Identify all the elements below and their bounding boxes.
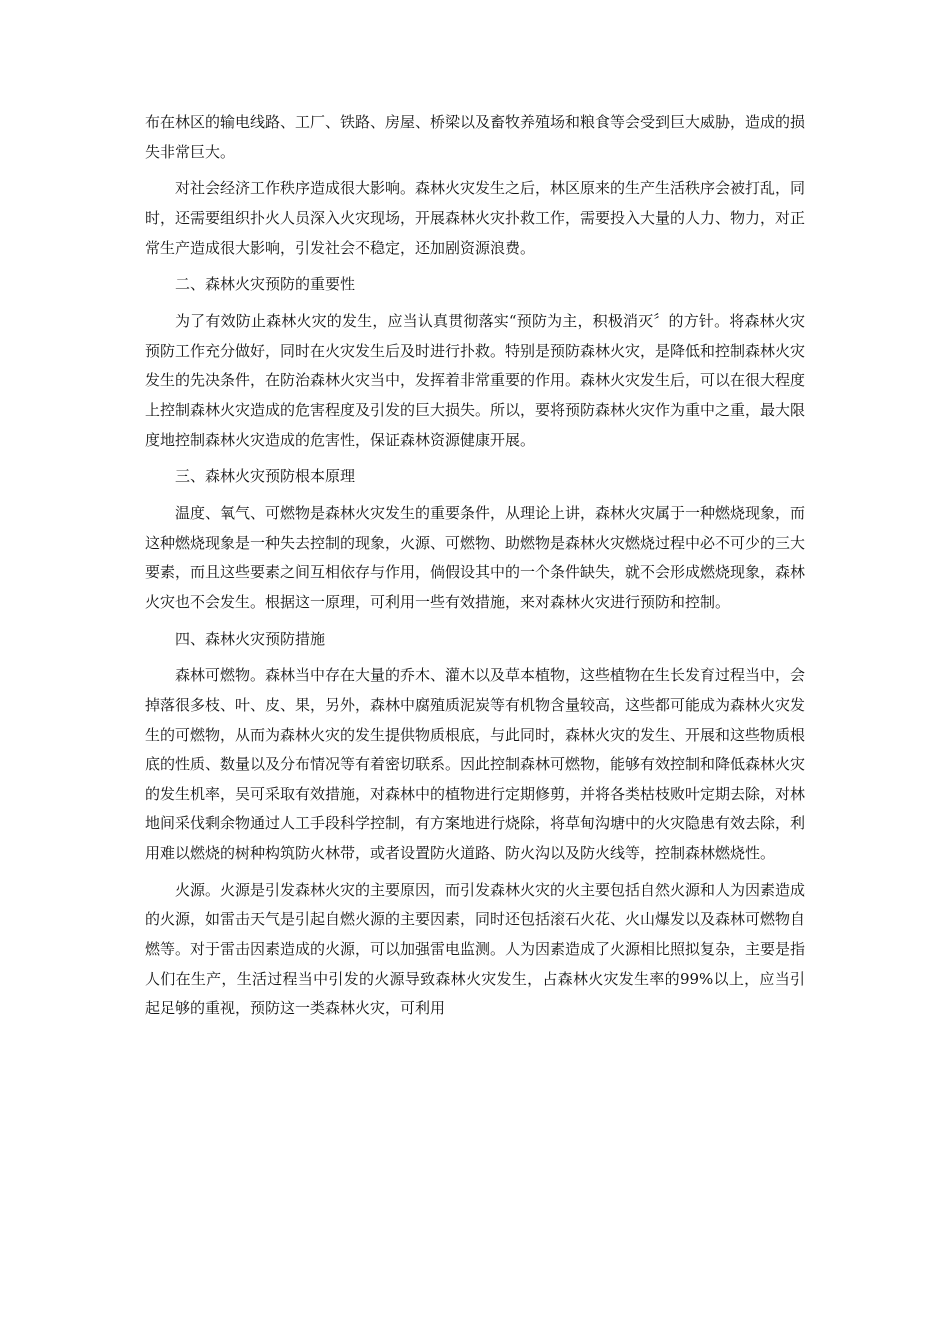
section-heading-importance: 二、森林火灾预防的重要性 bbox=[175, 275, 356, 294]
paragraph-continued-losses: 布在林区的输电线路、工厂、铁路、房屋、桥梁以及畜牧养殖场和粮食等会受到巨大威胁，造成的损失非常巨大。 bbox=[145, 113, 806, 161]
paragraph-social-impact: 对社会经济工作秩序造成很大影响。森林火灾发生之后，林区原来的生产生活秩序会被打乱，同时，还需要组织扑火人员深入火灾现场，开展森林火灾扑救工作，需要投入大量的人力、物力，对正常生产造成很大影响，引发社会不稳定，还加剧资源浪费。 bbox=[145, 179, 806, 257]
paragraph-prevention-policy: 为了有效防止森林火灾的发生，应当认真贯彻落实“预防为主，积极消灭〞的方针。将森林火灾预防工作充分做好，同时在火灾发生后及时进行扑救。特别是预防森林火灾，是降低和控制森林火灾发生的先决条件，在防治森林火灾当中，发挥着非常重要的作用。森林火灾发生后，可以在很大程度上控制森林火灾造成的危害程度及引发的巨大损失。所以，要将预防森林火灾作为重中之重，最大限度地控制森林火灾造成的危害性，保证森林资源健康开展。 bbox=[145, 312, 806, 449]
section-heading-measures: 四、森林火灾预防措施 bbox=[175, 629, 326, 648]
document-page bbox=[145, 108, 805, 1031]
paragraph-fire-sources: 火源。火源是引发森林火灾的主要原因，而引发森林火灾的火主要包括自然火源和人为因素造成的火源，如雷击天气是引起自燃火源的主要因素，同时还包括滚石火花、火山爆发以及森林可燃物自燃等。对于雷击因素造成的火源，可以加强雷电监测。人为因素造成了火源相比照拟复杂，主要是指人们在生产，生活过程当中引发的火源导致森林火灾发生，占森林火灾发生率的99%以上，应当引起足够的重视，预防这一类森林火灾，可利用 bbox=[145, 880, 806, 1018]
paragraph-combustibles: 森林可燃物。森林当中存在大量的乔木、灌木以及草本植物，这些植物在生长发育过程当中，会掉落很多枝、叶、皮、果，另外，森林中腐殖质泥炭等有机物含量较高，这些都可能成为森林火灾发生的可燃物，从而为森林火灾的发生提供物质根底，与此同时，森林火灾的发生、开展和这些物质根底的性质、数量以及分布情况等有着密切联系。因此控制森林可燃物，能够有效控制和降低森林火灾的发生机率，吴可采取有效措施，对森林中的植物进行定期修剪，并将各类枯枝败叶定期去除，对林地间采伐剩余物通过人工手段科学控制，有方案地进行烧除，将草甸沟塘中的火灾隐患有效去除，利用难以燃烧的树种构筑防火林带，或者设置防火道路、防火沟以及防火线等，控制森林燃烧性。 bbox=[145, 666, 806, 862]
section-heading-principle: 三、森林火灾预防根本原理 bbox=[175, 467, 356, 486]
paragraph-combustion-principle: 温度、氧气、可燃物是森林火灾发生的重要条件，从理论上讲，森林火灾属于一种燃烧现象，而这种燃烧现象是一种失去控制的现象，火源、可燃物、助燃物是森林火灾燃烧过程中必不可少的三大要素，而且这些要素之间互相依存与作用，倘假设其中的一个条件缺失，就不会形成燃烧现象，森林火灾也不会发生。根据这一原理，可利用一些有效措施，来对森林火灾进行预防和控制。 bbox=[145, 504, 806, 611]
